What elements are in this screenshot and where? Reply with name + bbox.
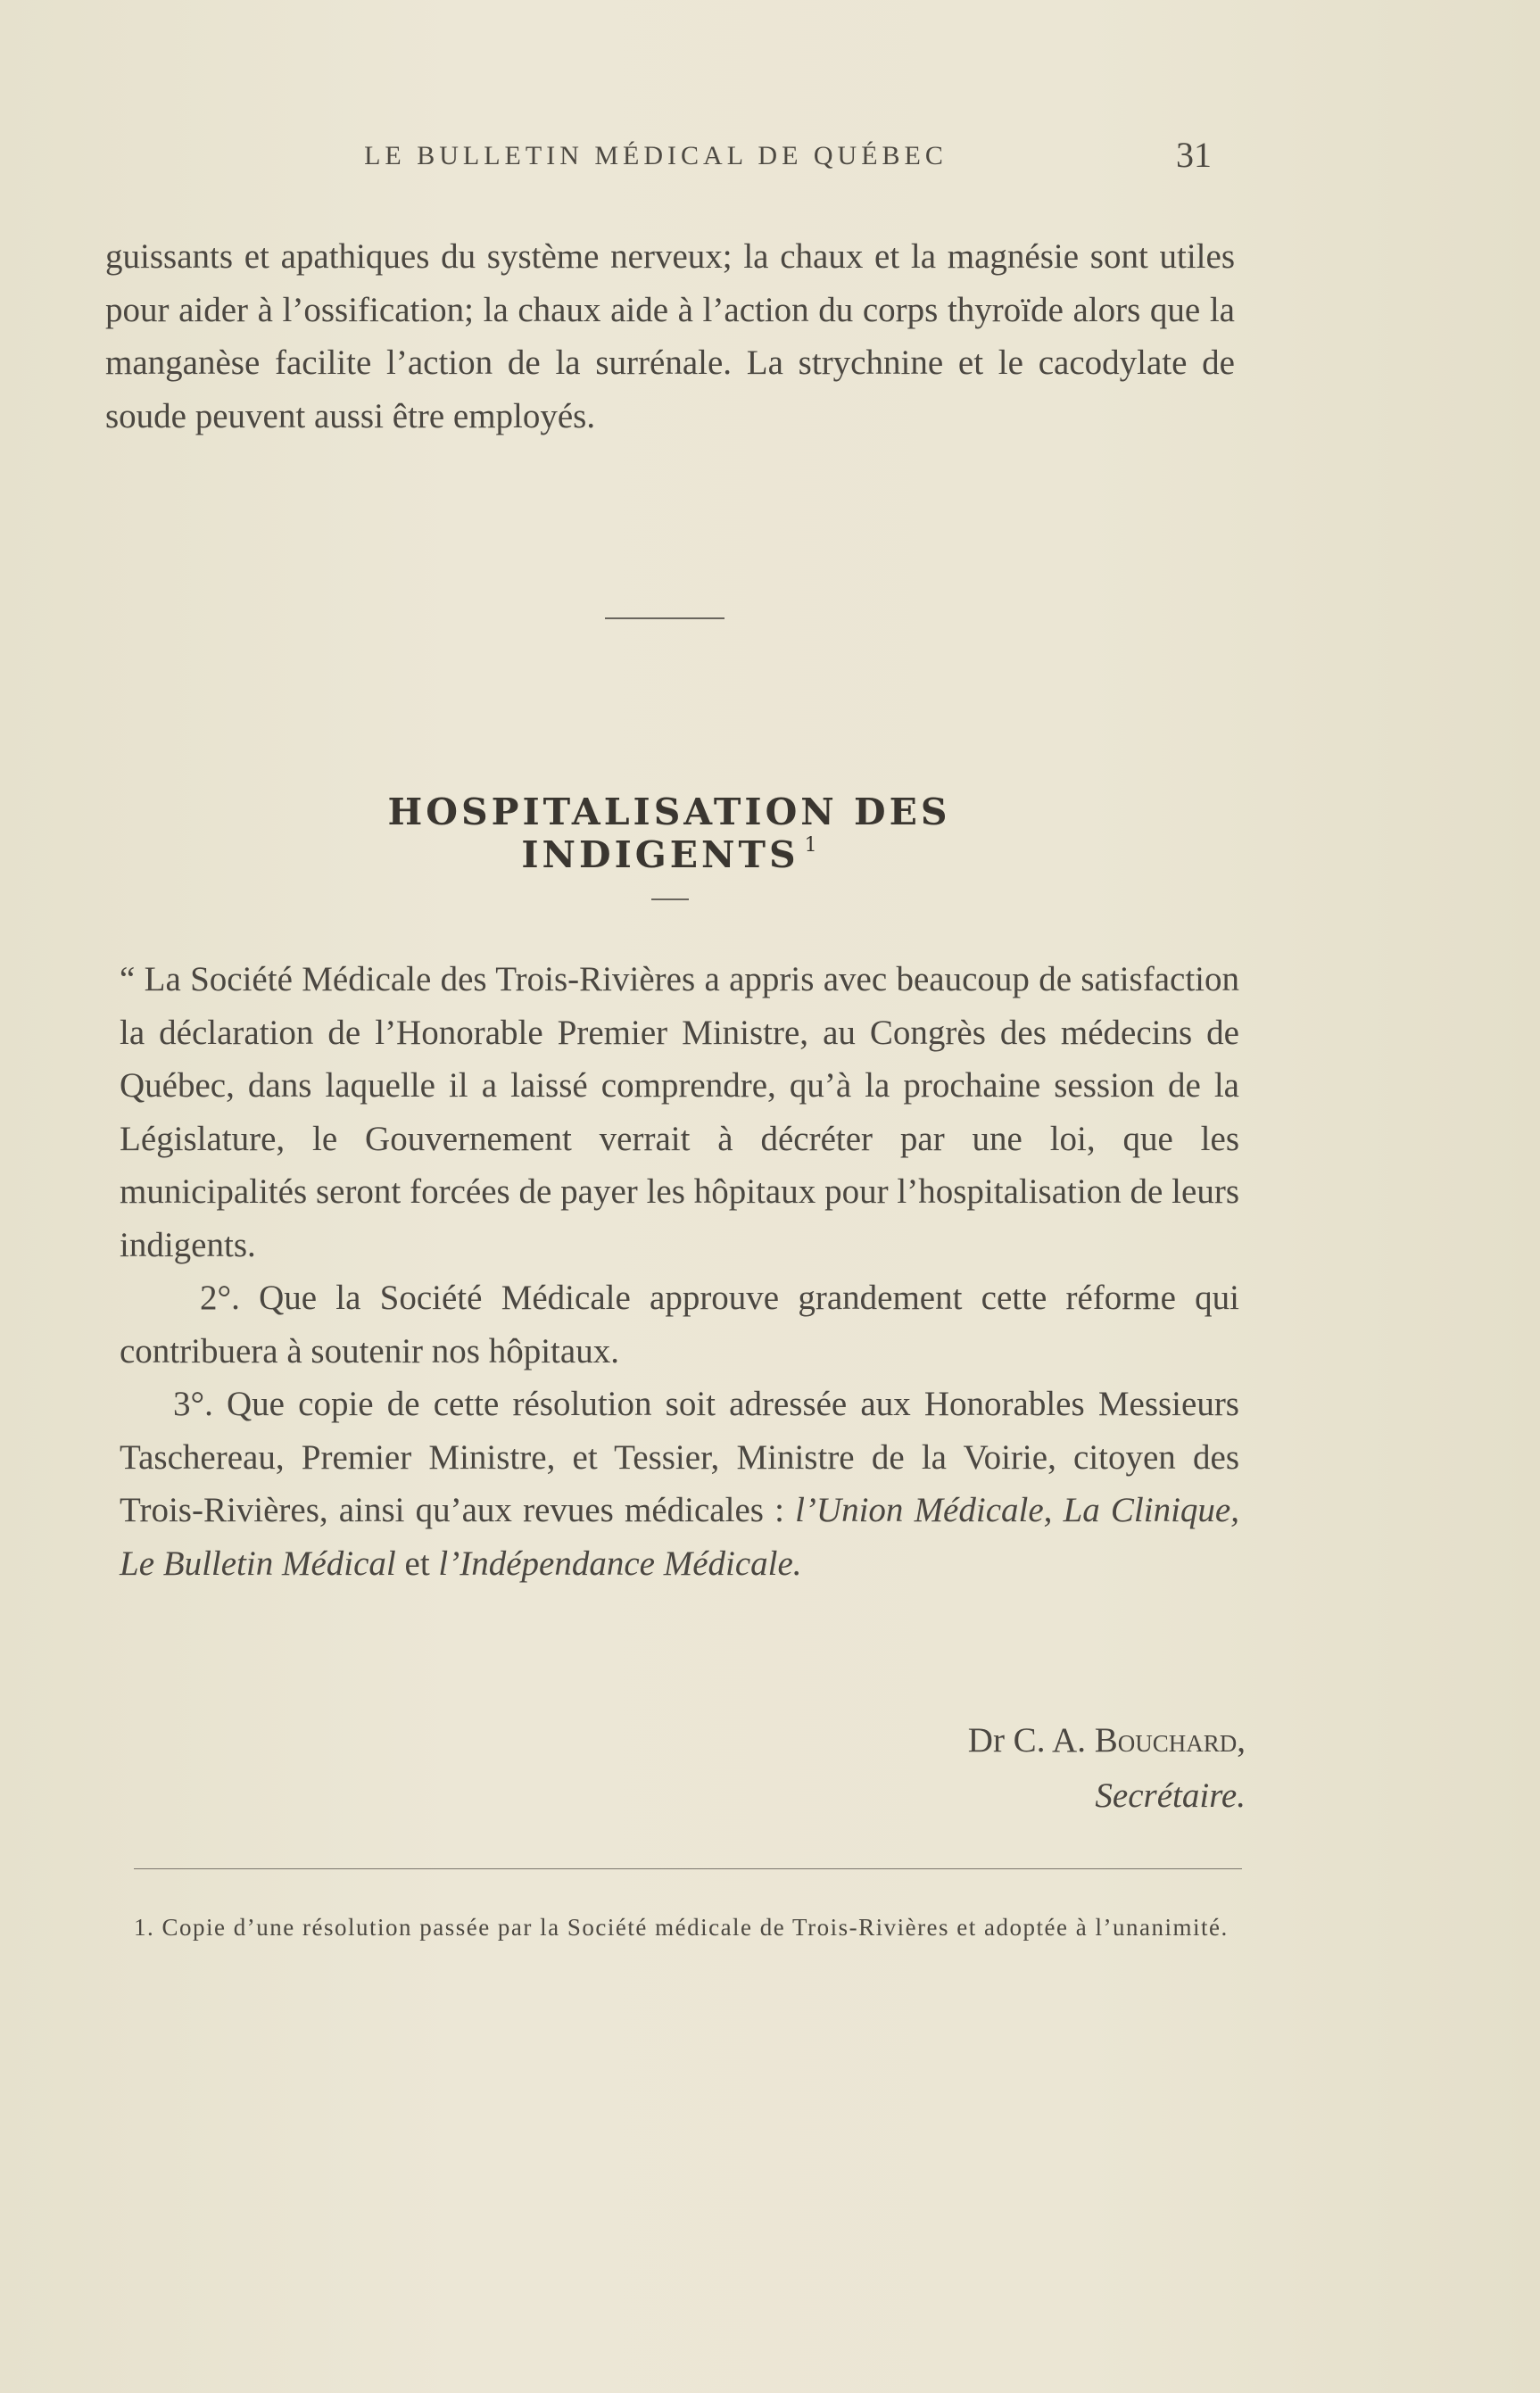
footnote-marker: 1 <box>804 834 817 857</box>
footnote: 1. Copie d’une résolution passée par la Société médicale de Trois-Rivières et adoptée à l’unanimité. <box>134 1914 1229 1941</box>
intro-paragraph-text: guissants et apathiques du système nerveux; la chaux et la magnésie sont utiles pour aider à l’ossification; la chaux aide à l’action du corps thyroïde alors que la manganèse facilite l’action de la surrénale. La strychnine et le cacodylate de soude peuvent aussi être employés. <box>105 237 1235 435</box>
last-journal: l’Indépendance Médicale. <box>438 1544 802 1583</box>
signature-title: Secrétaire. <box>1095 1776 1246 1815</box>
intro-paragraph <box>105 230 1235 443</box>
journal-list: l’Union Médicale, La Clinique, Le Bulletin Médical <box>120 1491 1239 1583</box>
title-divider <box>651 898 689 900</box>
running-head: LE BULLETIN MÉDICAL DE QUÉBEC <box>364 141 948 170</box>
section-divider <box>605 617 724 619</box>
signature-name <box>803 1720 1246 1760</box>
resolution-text <box>120 953 1239 1590</box>
resolution-paragraph-1: “ La Société Médicale des Trois-Rivières a appris avec beaucoup de satisfaction la déclaration de l’Honorable Premier Ministre, au Congrès des médecins de Québec, dans laquelle il a laissé comprendre, qu’à la prochaine session de la Législature, le Gouvernement verrait à décréter par une loi, que les municipalités seront forcées de payer les hôpitaux pour l’hospitalisation de leurs indigents. <box>120 960 1239 1264</box>
article-title <box>250 791 1089 876</box>
and-word: et <box>404 1544 430 1583</box>
article-title-text: HOSPITALISATION DES INDIGENTS <box>387 791 951 876</box>
signature-surname: Bouchard, <box>1094 1721 1246 1760</box>
page-number: 31 <box>1176 135 1212 175</box>
resolution-paragraph-3-text: 3°. Que copie de cette résolution soit adressée aux Honorables Messieurs Taschereau, Premier Ministre, et Tessier, Ministre de la Voirie, citoyen des Trois-Rivières, ainsi qu’aux revues médicales : <box>120 1385 1239 1529</box>
resolution-paragraph-2: 2°. Que la Société Médicale approuve grandement cette réforme qui contribuera à soutenir nos hôpitaux. <box>120 1279 1239 1370</box>
signature-prefix: Dr C. A. <box>967 1721 1086 1760</box>
footnote-divider <box>134 1868 1242 1869</box>
resolution-paragraph-3 <box>120 1378 1239 1590</box>
